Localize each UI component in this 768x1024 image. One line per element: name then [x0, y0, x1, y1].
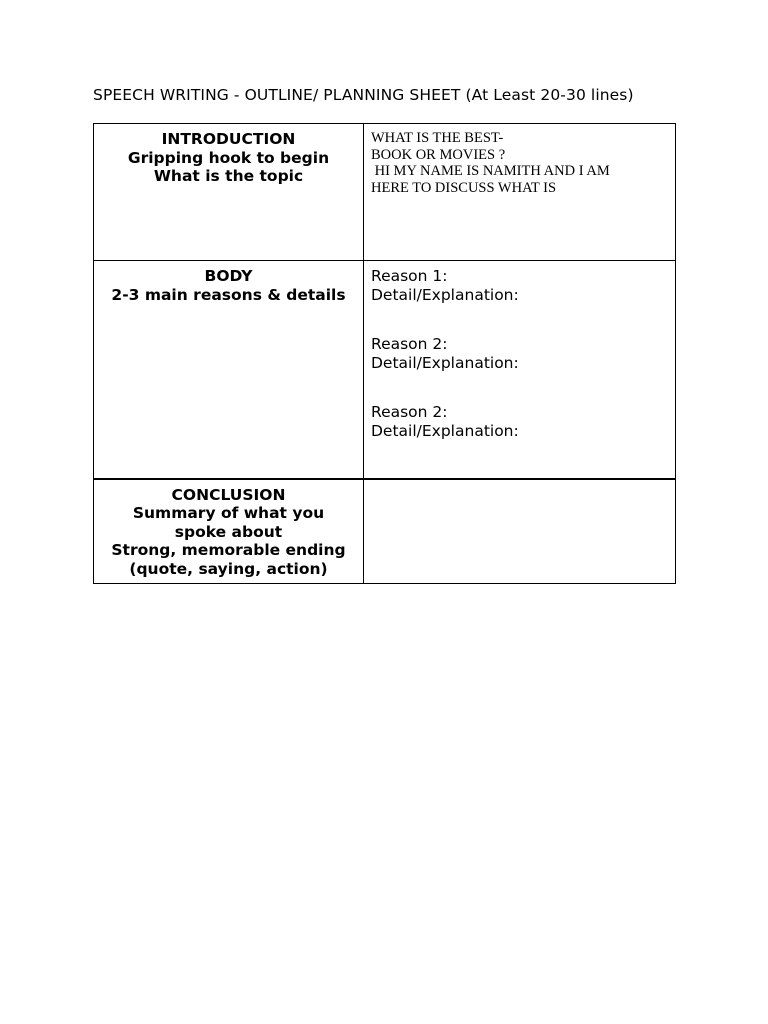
conclusion-hint: Strong, memorable ending [111, 541, 346, 559]
introduction-answer-line: HI MY NAME IS NAMITH AND I AM [371, 163, 610, 179]
conclusion-hint: Summary of what you [132, 504, 325, 522]
introduction-row [94, 124, 676, 261]
introduction-hint-hook: Gripping hook to begin [127, 148, 330, 167]
introduction-answer-line: WHAT IS THE BEST- [371, 130, 504, 146]
body-label-cell [94, 261, 364, 479]
body-hint: 2-3 main reasons & details [111, 285, 346, 304]
introduction-title: INTRODUCTION [161, 130, 296, 148]
conclusion-answer-cell[interactable] [364, 479, 676, 584]
introduction-answer-line: HERE TO DISCUSS WHAT IS [371, 179, 557, 196]
conclusion-label-cell [94, 479, 364, 584]
introduction-answer-line: BOOK OR MOVIES ? [371, 146, 506, 163]
detail-label: Detail/Explanation: [371, 353, 519, 372]
page-heading: SPEECH WRITING - OUTLINE/ PLANNING SHEET (At Least 20-30 lines) [93, 86, 634, 104]
body-title: BODY [204, 267, 253, 285]
body-answer-cell[interactable] [364, 261, 676, 479]
introduction-answer-cell[interactable] [364, 124, 676, 261]
conclusion-row [94, 479, 676, 584]
detail-label: Detail/Explanation: [371, 421, 519, 440]
detail-label: Detail/Explanation: [371, 285, 519, 304]
conclusion-hint: spoke about [174, 522, 283, 541]
introduction-label-cell [94, 124, 364, 261]
reason-label: Reason 2: [371, 335, 448, 353]
reason-label: Reason 1: [371, 267, 448, 285]
reason-group-1 [371, 267, 675, 304]
reason-group-2 [371, 335, 675, 372]
reason-label: Reason 2: [371, 403, 448, 421]
conclusion-hint: (quote, saying, action) [129, 559, 328, 578]
reason-group-3 [371, 403, 675, 440]
conclusion-title: CONCLUSION [171, 485, 286, 504]
body-row [94, 261, 676, 479]
outline-table [93, 123, 676, 584]
introduction-hint-topic: What is the topic [153, 167, 304, 185]
